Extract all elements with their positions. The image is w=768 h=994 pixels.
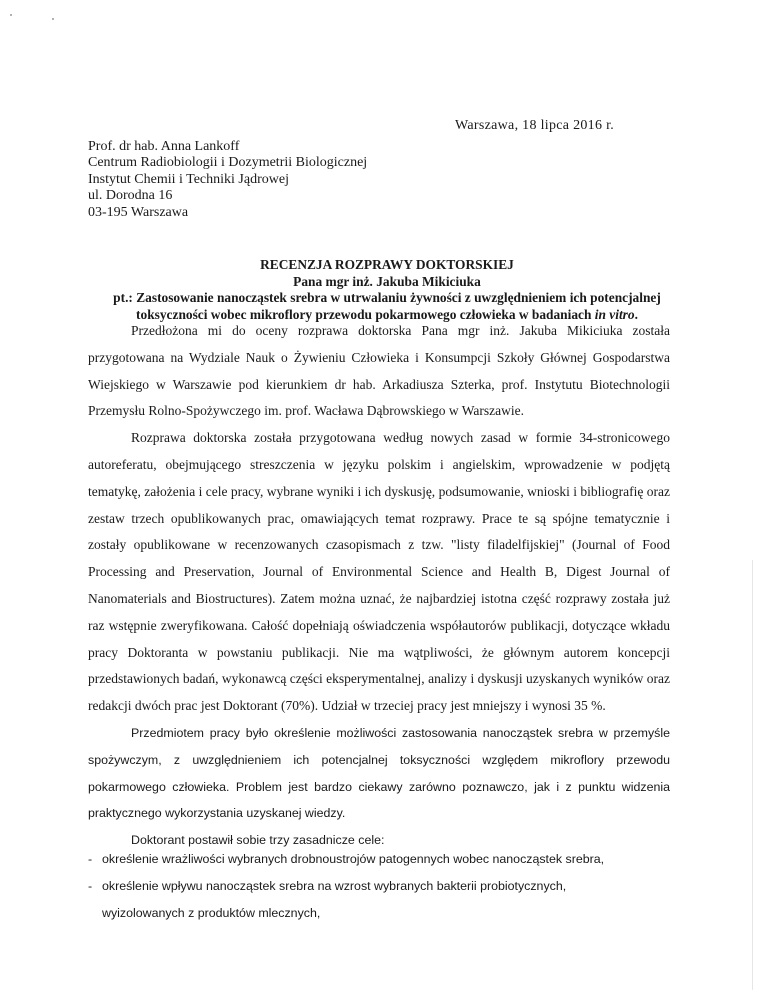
scan-edge-line bbox=[752, 560, 753, 990]
scan-speck bbox=[10, 14, 12, 16]
bullet-dash: - bbox=[88, 852, 93, 866]
address-line: ul. Dorodna 16 bbox=[88, 188, 173, 204]
scan-speck bbox=[52, 18, 54, 20]
list-item-text: określenie wpływu nanocząstek srebra na wzrost wybranych bakterii probiotycznych, bbox=[102, 878, 567, 893]
address-line: 03-195 Warszawa bbox=[88, 204, 189, 220]
thesis-title-line: pt.: Zastosowanie nanocząstek srebra w utrwalaniu żywności z uwzględnieniem ich potencjalnej bbox=[113, 290, 661, 306]
list-item-text: określenie wrażliwości wybranych drobnoustrojów patogennych wobec nanocząstek srebra, bbox=[102, 852, 605, 866]
thesis-title-text: toksyczności wobec mikroflory przewodu pokarmowego człowieka w badaniach bbox=[136, 306, 595, 322]
address-line: Centrum Radiobiologii i Dozymetrii Biologicznej bbox=[88, 155, 368, 171]
list-item bbox=[88, 846, 688, 873]
list-item bbox=[88, 873, 688, 900]
thesis-title-italic: in vitro bbox=[594, 306, 635, 322]
candidate-name: Pana mgr inż. Jakuba Mikiciuka bbox=[293, 273, 481, 289]
bullet-dash: - bbox=[88, 878, 93, 893]
address-line: Instytut Chemii i Techniki Jądrowej bbox=[88, 171, 289, 187]
review-heading: RECENZJA ROZPRAWY DOKTORSKIEJ bbox=[260, 257, 514, 272]
goals-list bbox=[88, 846, 688, 926]
review-body bbox=[88, 318, 670, 854]
paragraph: Doktorant postawił sobie trzy zasadnicze cele: bbox=[131, 833, 385, 848]
paragraph: Rozprawa doktorska została przygotowana według nowych zasad w formie 34-stronicowego autoreferatu, obejmującego streszczenia w języku polskim i angielskim, wprowadzenie w podjętą tematykę, założenia i cele pracy, wybrane wyniki i ich dyskusję, podsumowanie, wnioski i bibliografię oraz zestaw trzech opublikowanych prac, omawiających temat rozprawy. Prace te są spójne tematycznie i zostały opublikowane w recenzowanych czasopismach z tzw. "listy filadelfijskiej" (Journal of Food Processing and Preservation, Journal of Environmental Science and Health B, Digest Journal of Nanomaterials and Biostructures). Zatem można uznać, że najbardziej istotna część rozprawy została już raz wstępnie zweryfikowana. Całość dopełniają oświadczenia współautorów publikacji, dotyczące wkładu pracy Doktoranta w powstaniu publikacji. Nie ma wątpliwości, że głównym autorem koncepcji przedstawionych badań, wykonawcą części eksperymentalnej, analizy i dyskusji uzyskanych wyników oraz redakcji dwóch prac jest Doktorant (70%). Udział w trzeciej pracy jest mniejszy i wynosi 35 %. bbox=[88, 430, 670, 714]
letter-date: Warszawa, 18 lipca 2016 r. bbox=[455, 118, 615, 133]
thesis-title-period: . bbox=[634, 306, 638, 322]
address-line: Prof. dr hab. Anna Lankoff bbox=[88, 139, 240, 154]
review-title-block bbox=[40, 257, 734, 323]
recipient-address bbox=[88, 139, 367, 221]
paragraph: Przedmiotem pracy było określenie możliwości zastosowania nanocząstek srebra w przemyśle spożywczym, z uwzględnieniem ich potencjalnej toksyczności względem mikroflory przewodu pokarmowego człowieka. Problem jest bardzo ciekawy zarówno poznawczo, jak i z punktu widzenia praktycznego wykorzystania uzyskanej wiedzy. bbox=[88, 725, 670, 821]
paragraph: Przedłożona mi do oceny rozprawa doktorska Pana mgr inż. Jakuba Mikiciuka została przygotowana na Wydziale Nauk o Żywieniu Człowieka i Konsumpcji Szkoły Głównej Gospodarstwa Wiejskiego w Warszawie pod kierunkiem dr hab. Arkadiusza Szterka, prof. Instytutu Biotechnologii Przemysłu Rolno-Spożywczego im. prof. Wacława Dąbrowskiego w Warszawie. bbox=[88, 323, 670, 419]
list-item-continuation: wyizolowanych z produktów mlecznych, bbox=[102, 905, 321, 920]
